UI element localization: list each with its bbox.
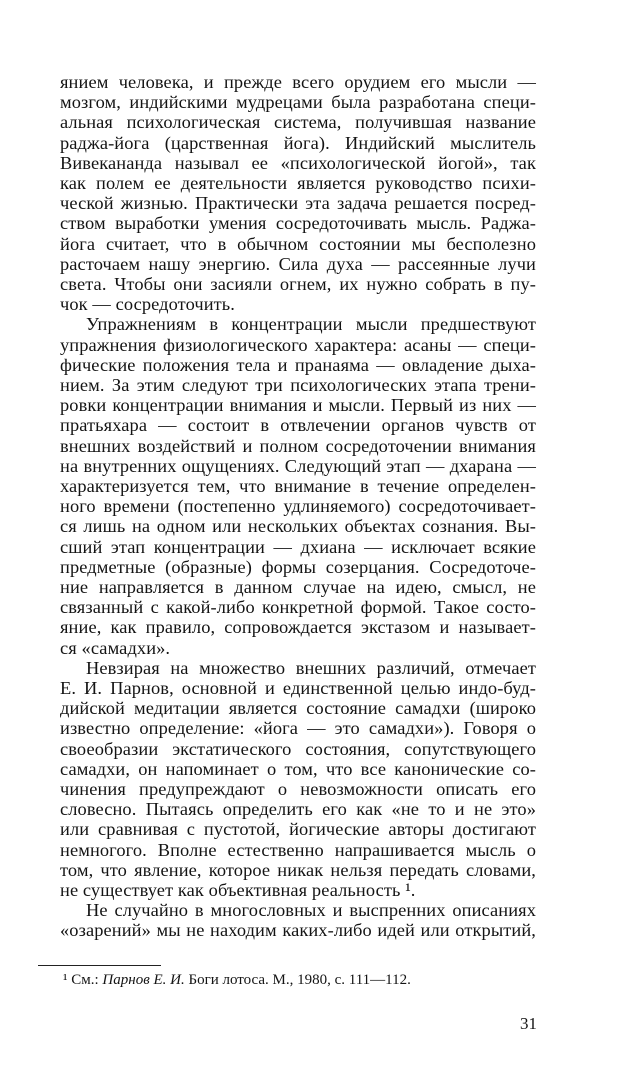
text-line: янием человека, и прежде всего орудием его мысли — xyxy=(60,72,536,92)
text-line: на внутренних ощущениях. Следующий этап — дхарана — xyxy=(60,455,536,476)
text-line: Е. И. Парнов, основной и единственной целью индо-буд- xyxy=(60,678,536,698)
footnote-prefix: ¹ См.: xyxy=(63,972,103,988)
text-line: ся «самадхи». xyxy=(60,637,171,658)
text-line: сший этап концентрации — дхиана — исключает всякие xyxy=(60,536,536,557)
text-line: нием. За этим следуют три психологических этапа трени- xyxy=(60,375,536,395)
text-line: чинения предупреждают о невозможности описать его xyxy=(60,779,536,799)
footnote-author: Парнов Е. И. xyxy=(102,972,185,988)
text-line: как полем ее деятельности является руководство психи- xyxy=(60,173,536,193)
text-line: характеризуется тем, что внимание в течение определен- xyxy=(60,476,536,496)
text-line: предметные (образные) формы созерцания. Сосредоточе- xyxy=(60,556,536,577)
text-line: словесно. Пытаясь определить его как «не то и не это» xyxy=(60,799,536,820)
text-line: Вивекананда называл ее «психологической йогой», так xyxy=(60,152,536,173)
text-line: том, что явление, которое никак нельзя передать словами, xyxy=(60,859,536,880)
text-line: фические положения тела и пранаяма — овладение дыха- xyxy=(60,354,536,375)
paragraph-first-line: Невзирая на множество внешних различий, отмечает xyxy=(86,657,536,678)
page-number: 31 xyxy=(520,1014,537,1033)
text-line: яние, как правило, сопровождается экстазом и называет- xyxy=(60,617,536,638)
text-line: упражнения физиологического характера: асаны — специ- xyxy=(60,334,536,355)
text-line: расточаем нашу энергию. Сила духа — рассеянные лучи xyxy=(60,253,536,274)
text-line: ровки концентрации внимания и мысли. Первый из них — xyxy=(60,395,536,416)
text-line: ством выработки умения сосредоточивать мысль. Раджа- xyxy=(60,213,536,234)
footnote xyxy=(63,970,411,990)
text-line: раджа-йога (царственная йога). Индийский мыслитель xyxy=(60,132,536,153)
text-line: «озарений» мы не находим каких-либо идей или открытий, xyxy=(60,920,536,941)
text-line: немногого. Вполне естественно напрашивается мысль о xyxy=(60,839,536,860)
text-line: пратьяхара — состоит в отвлечении органов чувств от xyxy=(60,415,536,436)
text-line: ние направляется в данном случае на идею, смысл, не xyxy=(60,577,536,597)
text-line: самадхи, он напоминает о том, что все канонические со- xyxy=(60,758,536,779)
text-line: йога считает, что в обычном состоянии мы бесполезно xyxy=(60,233,536,254)
footnote-separator xyxy=(38,965,161,966)
text-line: связанный с какой-либо конкретной формой. Такое состо- xyxy=(60,597,536,618)
text-line: внешних воздействий и полном сосредоточении внимания xyxy=(60,435,536,456)
text-line: не существует как объективная реальность ¹. xyxy=(60,880,416,900)
text-line: света. Чтобы они засияли огнем, их нужно собрать в пу- xyxy=(60,274,536,294)
text-line: чок — сосредоточить. xyxy=(60,294,235,315)
footnote-reference: Боги лотоса. М., 1980, с. 111—112. xyxy=(184,972,411,988)
text-line: ного времени (постепенно удлиняемого) сосредоточивает- xyxy=(60,496,536,517)
text-line: мозгом, индийскими мудрецами была разработана специ- xyxy=(60,92,536,113)
text-line: известно определение: «йога — это самадхи»). Говоря о xyxy=(60,718,536,739)
text-line: ся лишь на одном или нескольких объектах сознания. Вы- xyxy=(60,516,536,537)
paragraph-first-line: Не случайно в многословных и выспренних описаниях xyxy=(86,900,536,921)
paragraph-first-line: Упражнениям в концентрации мысли предшествуют xyxy=(86,314,536,335)
text-line: ческой жизнью. Практически эта задача решается посред- xyxy=(60,193,536,214)
text-line: дийской медитации является состояние самадхи (широко xyxy=(60,698,536,719)
text-line: своеобразии экстатического состояния, сопутствующего xyxy=(60,738,536,759)
text-line: альная психологическая система, получившая название xyxy=(60,112,536,133)
text-line: или сравнивая с пустотой, йогические авторы достигают xyxy=(60,819,536,840)
